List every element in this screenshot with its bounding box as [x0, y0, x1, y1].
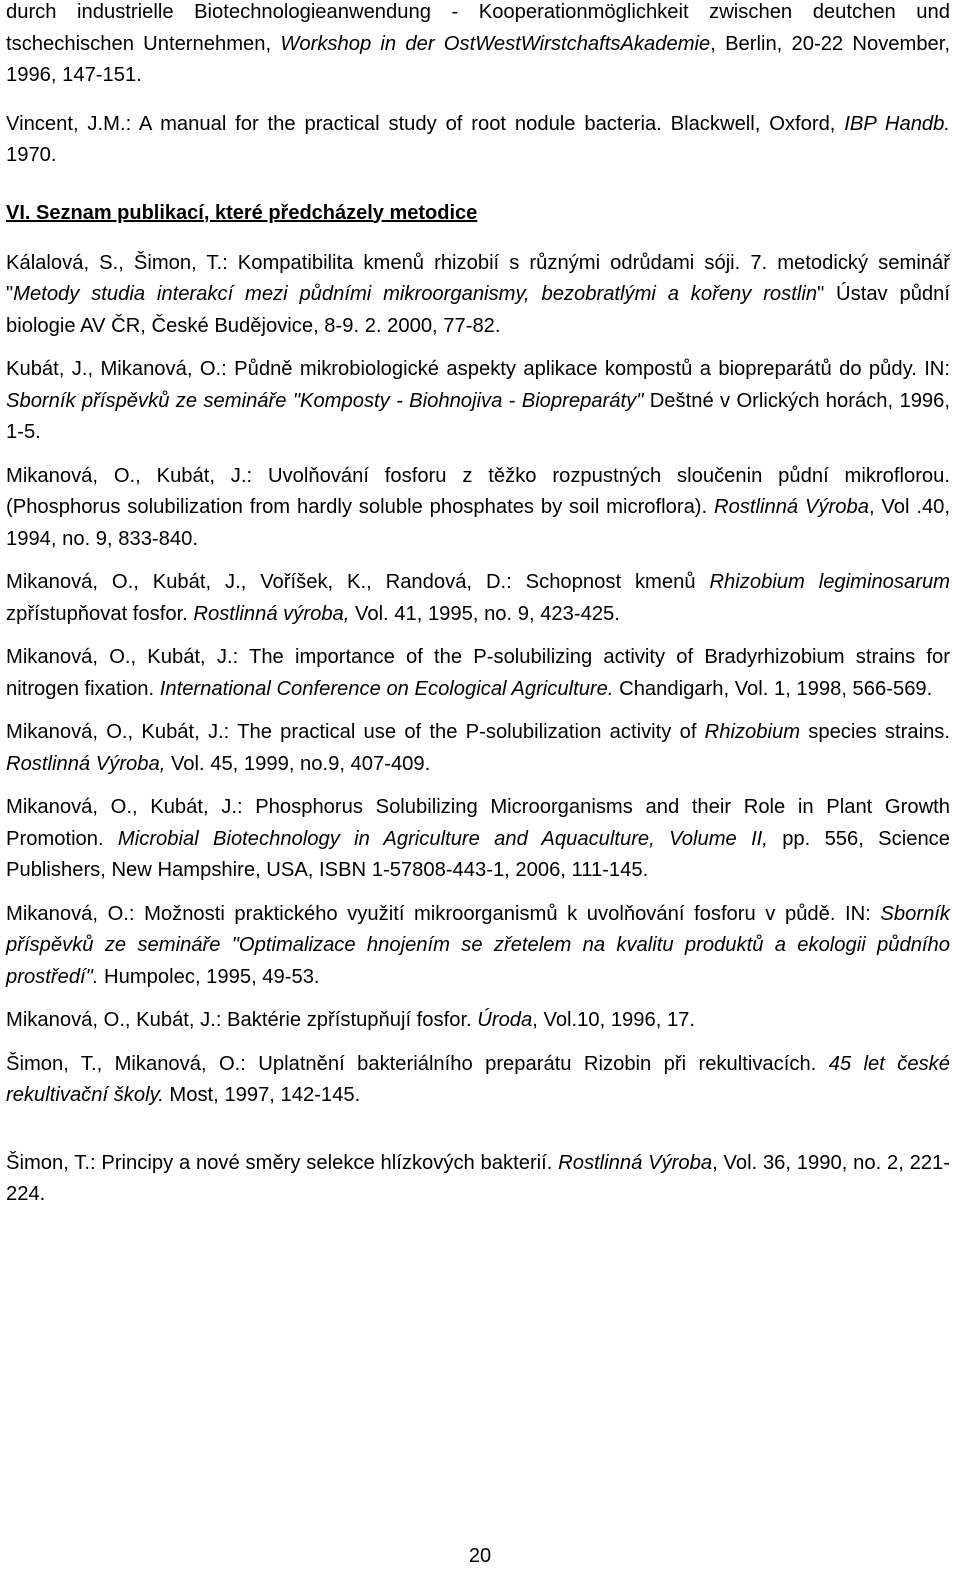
reference-text: durch industrielle Biotechnologieanwendung - Kooperationmöglichkeit zwischen deutchen und tschechischen Unternehmen, [6, 1, 950, 55]
reference-source: Rostlinná Výroba [713, 496, 869, 518]
reference-text: : Kompatibilita kmenů rhizobií s různými odrůdami sóji. 7. metodický seminář " [6, 251, 950, 305]
reference-text: : Baktérie zpřístupňují fosfor. [215, 1009, 478, 1031]
reference-authors: Mikanová, O., Kubát, J. [6, 721, 224, 743]
reference-text: species strains. [800, 721, 950, 743]
reference-authors: Mikanová, O., Kubát, J., Voříšek, K., Randová, D. [6, 571, 507, 593]
reference-authors: Mikanová, O., Kubát, J. [6, 646, 233, 668]
reference-text: , Vol. 36, 1990, no. 2, 221-224. [6, 1151, 951, 1205]
reference-text: Vol. 45, 1999, no.9, 407-409. [165, 752, 431, 775]
reference-authors: Šimon, T., Mikanová, O. [6, 1052, 241, 1075]
reference-source: Sborník příspěvků ze semináře "Optimalizace hnojením se zřetelem na kvalitu produktů a ekologii půdního prostředí". [6, 902, 950, 988]
reference-text: , Berlin, 20-22 November, 1996, 147-151. [6, 32, 951, 86]
reference-text: " Ústav půdní biologie AV ČR, České Budějovice, 8-9. 2. 2000, 77-82. [6, 283, 950, 337]
reference-source: Rostlinná Výroba [558, 1151, 713, 1174]
reference-source: Sborník příspěvků ze semináře "Komposty - Biohnojiva - Biopreparáty" [6, 389, 644, 412]
reference-source: Rhizobium legiminosarum [709, 571, 950, 593]
reference-text: , Vol .40, 1994, no. 9, 833-840. [6, 496, 951, 550]
page-number: 20 [468, 1545, 492, 1567]
reference-entry [6, 1005, 950, 1037]
reference-text: zpřístupňovat fosfor. [6, 602, 194, 625]
reference-source: Metody studia interakcí mezi půdními mikroorganismy, bezobratlými a kořeny rostlin [13, 283, 818, 305]
reference-text: Deštné v Orlických horách, 1996, 1-5. [6, 389, 950, 443]
reference-authors: Mikanová, O., Kubát, J. [6, 796, 237, 818]
reference-authors: Mikanová, O., Kubát, J. [6, 464, 247, 487]
reference-text: Most, 1997, 142-145. [163, 1084, 361, 1106]
reference-authors: Kálalová, S., Šimon, T. [6, 251, 223, 274]
reference-entry [6, 354, 950, 449]
reference-text: Vol. 41, 1995, no. 9, 423-425. [349, 602, 620, 625]
reference-entry [6, 717, 950, 780]
reference-text: pp. 556, Science Publishers, New Hampshire, USA, ISBN 1-57808-443-1, 2006, 111-145. [6, 827, 950, 881]
reference-source: 45 let české rekultivační školy. [6, 1052, 950, 1106]
reference-entry [6, 248, 950, 343]
document-page [6, 0, 950, 1223]
reference-text: : Půdně mikrobiologické aspekty aplikace kompostů a biopreparátů do půdy. IN: [221, 358, 950, 380]
reference-text: : Uvolňování fosforu z těžko rozpustných sloučenin půdní mikroflorou. (Phosphorus solubilization from hardly soluble phosphates by soil microflora). [6, 464, 950, 518]
reference-entry [6, 0, 950, 92]
reference-source: Workshop in der OstWestWirstchaftsAkademie [280, 32, 711, 55]
reference-text: : A manual for the practical study of root nodule bacteria. Blackwell, Oxford, [125, 112, 845, 135]
reference-authors: Mikanová, O. [6, 902, 129, 925]
reference-text: : Phosphorus Solubilizing Microorganisms and their Role in Plant Growth Promotion. [6, 796, 950, 850]
reference-source: Microbial Biotechnology in Agriculture and Aquaculture, Volume II, [117, 827, 768, 850]
reference-authors: Vincent, J.M. [6, 112, 126, 135]
reference-authors: Kubát, J., Mikanová, O. [6, 358, 222, 380]
reference-entry [6, 642, 950, 705]
reference-source: Úroda [477, 1009, 533, 1031]
reference-text: Humpolec, 1995, 49-53. [98, 965, 320, 988]
reference-authors: Šimon, T. [6, 1151, 90, 1174]
reference-text: 1970. [6, 144, 57, 166]
reference-entry [6, 1049, 950, 1112]
reference-source: IBP Handb. [844, 112, 950, 135]
reference-entry [6, 899, 950, 994]
reference-text: : Možnosti praktického využití mikroorganismů k uvolňování fosforu v půdě. IN: [128, 902, 881, 925]
section-heading: VI. Seznam publikací, které předcházely metodice [6, 201, 478, 224]
reference-text: , Vol.10, 1996, 17. [532, 1009, 696, 1031]
reference-entry [6, 1148, 950, 1211]
reference-text: : Principy a nové směry selekce hlízkových bakterií. [89, 1151, 559, 1174]
reference-text: Chandigarh, Vol. 1, 1998, 566-569. [613, 677, 933, 700]
reference-source: Rhizobium [704, 721, 801, 743]
reference-text: : Schopnost kmenů [506, 571, 710, 593]
reference-text: : The practical use of the P-solubilization activity of [223, 721, 705, 743]
reference-entry [6, 461, 950, 556]
reference-entry [6, 567, 950, 630]
reference-text: : Uplatnění bakteriálního preparátu Rizobin při rekultivacích. [240, 1052, 829, 1075]
reference-text: : The importance of the P-solubilizing activity of Bradyrhizobium strains for nitrogen fixation. [6, 646, 950, 700]
reference-source: Rostlinná Výroba, [6, 752, 166, 775]
reference-authors: Mikanová, O., Kubát, J. [6, 1009, 216, 1031]
reference-entry [6, 109, 950, 172]
reference-entry [6, 792, 950, 887]
reference-source: Rostlinná výroba, [193, 602, 350, 625]
reference-source: International Conference on Ecological Agriculture. [159, 677, 614, 700]
